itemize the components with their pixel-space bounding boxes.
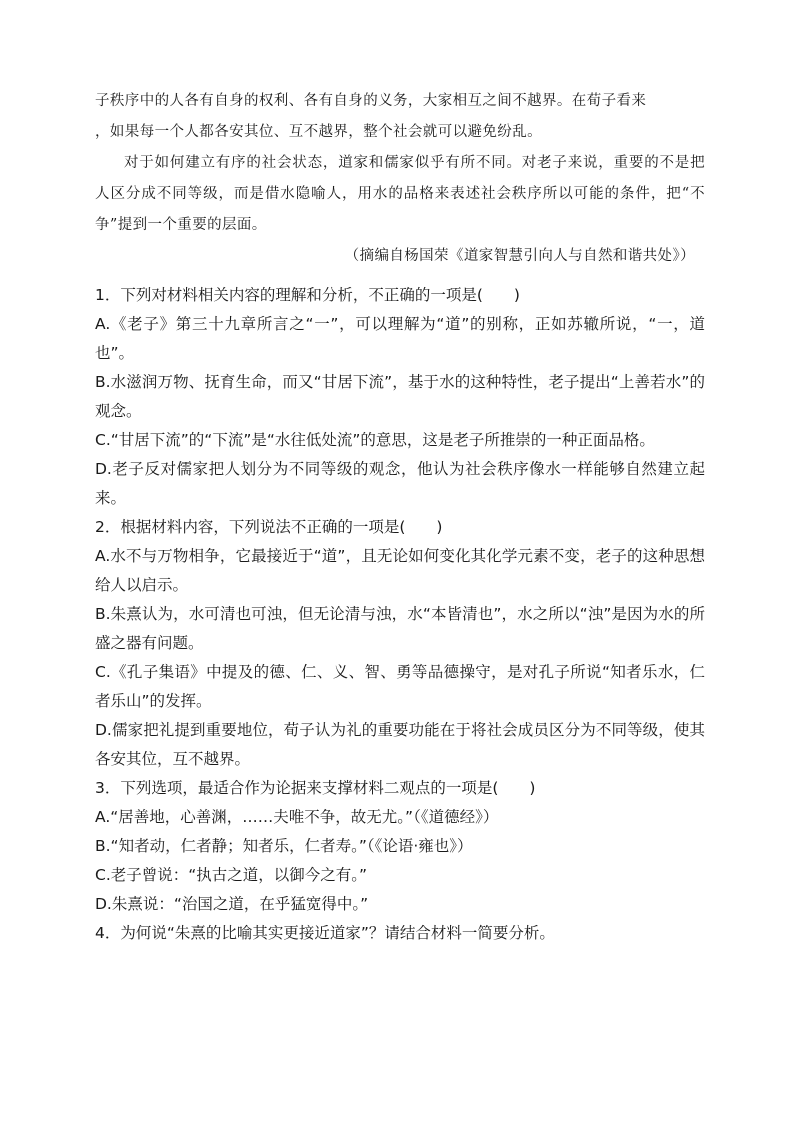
passage-line: 子秩序中的人各有自身的权利、各有自身的义务，大家相互之间不越界。在荀子看来 [95, 93, 647, 109]
reading-passage [95, 86, 705, 272]
passage-source: （摘编自杨国荣《道家智慧引向人与自然和谐共处》） [344, 248, 695, 264]
question-4 [95, 919, 705, 948]
question-stem: 2．根据材料内容，下列说法不正确的一项是( ) [95, 518, 443, 536]
question-stem: 3．下列选项，最适合作为论据来支撑材料二观点的一项是( ) [95, 779, 536, 797]
question-3 [95, 774, 705, 919]
option-d: D.儒家把礼提到重要地位，荀子认为礼的重要功能在于将社会成员区分为不同等级，使其各安其位，互不越界。 [95, 721, 705, 768]
option-a: A.水不与万物相争，它最接近于“道”，且无论如何变化其化学元素不变，老子的这种思想给人以启示。 [95, 547, 705, 594]
question-1 [95, 281, 705, 513]
option-b: B.水滋润万物、抚育生命，而又“甘居下流”，基于水的这种特性，老子提出“上善若水”的观念。 [95, 373, 705, 420]
passage-paragraph: 对于如何建立有序的社会状态，道家和儒家似乎有所不同。对老子来说，重要的不是把人区分成不同等级，而是借水隐喻人，用水的品格来表述社会秩序所以可能的条件，把“不争”提到一个重要的层面。 [95, 155, 705, 233]
question-stem: 4．为何说“朱熹的比喻其实更接近道家”？请结合材料一简要分析。 [95, 924, 555, 942]
question-list [95, 281, 705, 948]
passage-line: ，如果每一个人都各安其位、互不越界，整个社会就可以避免纷乱。 [95, 124, 542, 140]
option-c: C.《孔子集语》中提及的德、仁、义、智、勇等品德操守，是对孔子所说“知者乐水，仁者乐山”的发挥。 [95, 663, 705, 710]
question-2 [95, 513, 705, 774]
option-a: A.“居善地，心善渊，……夫唯不争，故无尤。”（《道德经》） [95, 808, 499, 826]
option-d: D.老子反对儒家把人划分为不同等级的观念，他认为社会秩序像水一样能够自然建立起来。 [95, 460, 705, 507]
option-a: A.《老子》第三十九章所言之“一”，可以理解为“道”的别称，正如苏辙所说，“一，道也”。 [95, 315, 705, 362]
question-stem: 1．下列对材料相关内容的理解和分析，不正确的一项是( ) [95, 286, 520, 304]
option-d: D.朱熹说：“治国之道，在乎猛宽得中。” [95, 895, 369, 913]
option-c: C.老子曾说：“执古之道，以御今之有。” [95, 866, 368, 884]
option-b: B.“知者动，仁者静；知者乐，仁者寿。”（《论语·雍也》） [95, 837, 473, 855]
option-b: B.朱熹认为，水可清也可浊，但无论清与浊，水“本皆清也”，水之所以“浊”是因为水的所盛之器有问题。 [95, 605, 705, 652]
option-c: C.“甘居下流”的“下流”是“水往低处流”的意思，这是老子所推崇的一种正面品格。 [95, 431, 655, 449]
